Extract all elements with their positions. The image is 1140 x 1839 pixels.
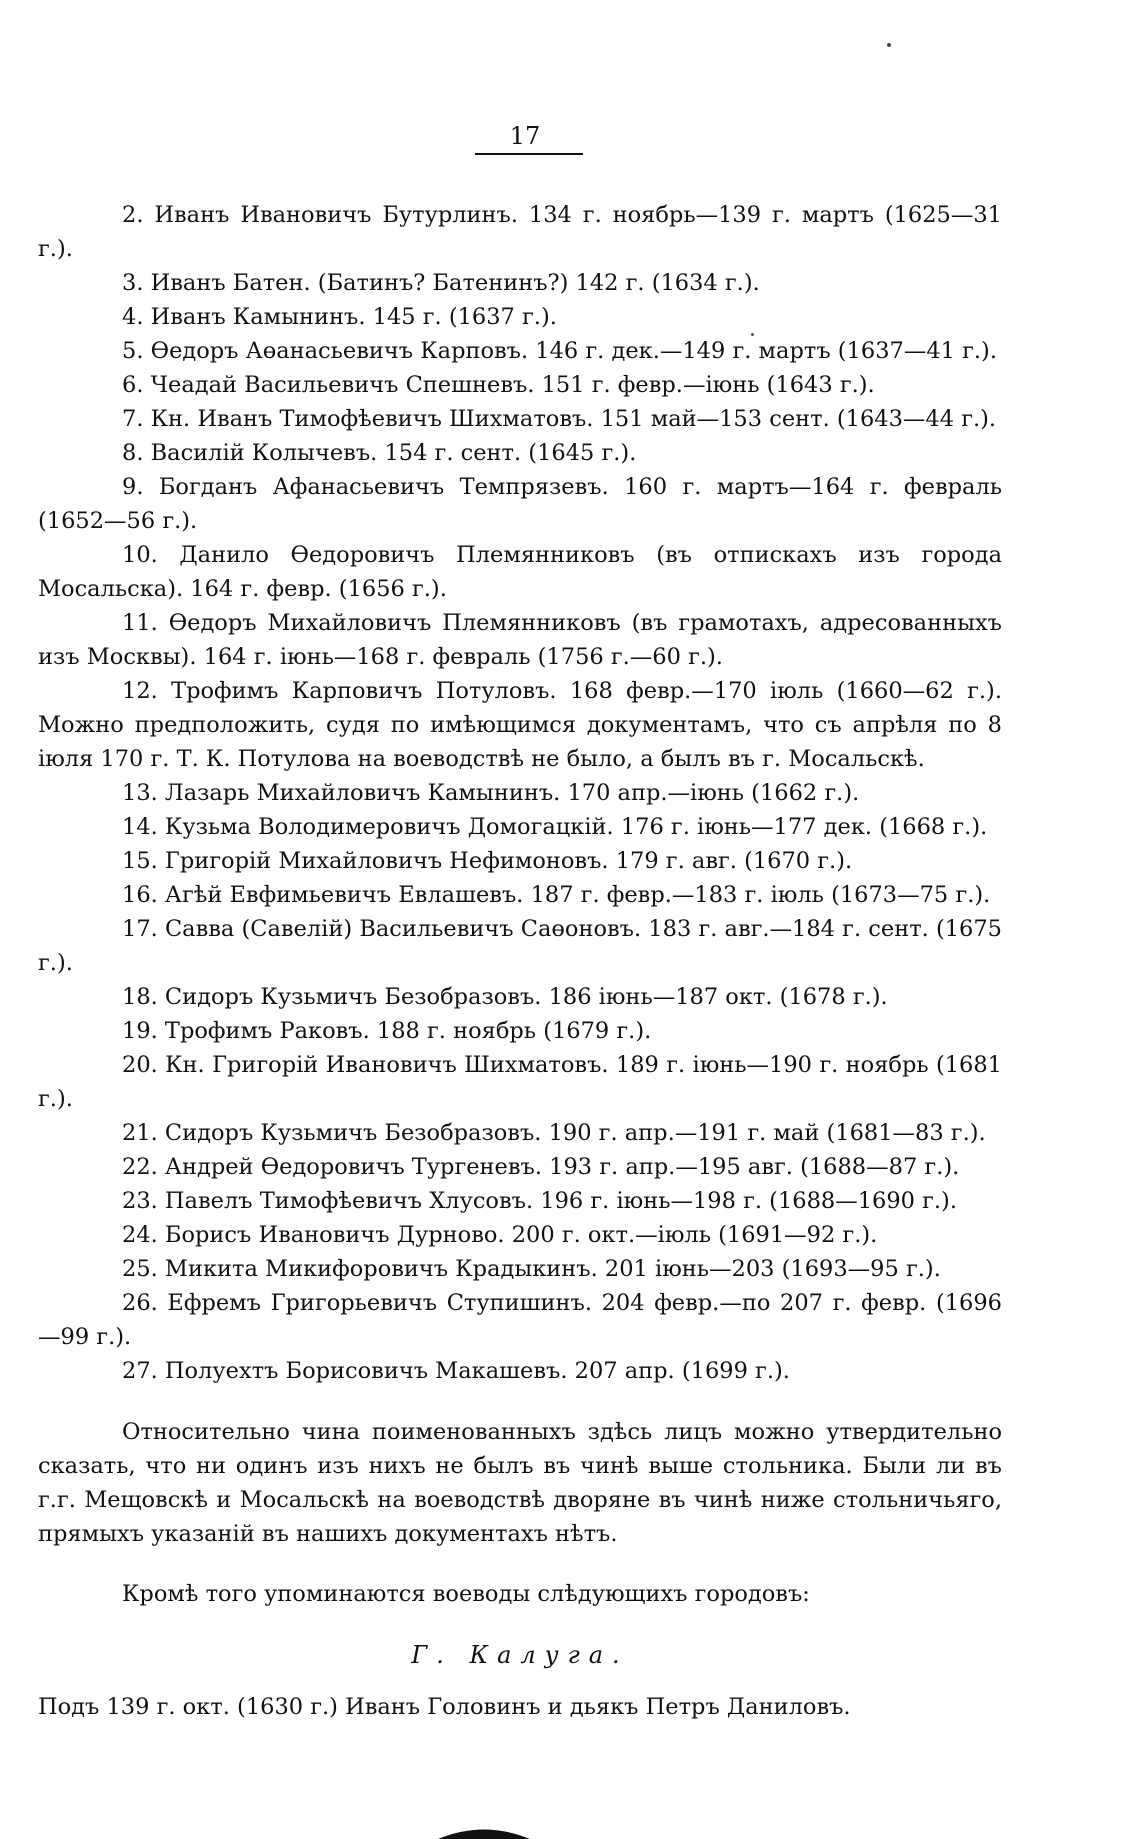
list-item: 25. Микита Микифоровичъ Крадыкинъ. 201 іюнь—203 (1693—95 г.). xyxy=(122,1256,941,1282)
ornament-icon xyxy=(438,1824,530,1839)
list-item: 21. Сидоръ Кузьмичъ Безобразовъ. 190 г. апр.—191 г. май (1681—83 г.). xyxy=(122,1120,986,1146)
voivode-list xyxy=(38,198,1002,1388)
commentary xyxy=(38,1415,1002,1611)
page-number: 17 xyxy=(509,122,541,150)
margin-speck xyxy=(887,43,891,47)
list-item: 20. Кн. Григорій Ивановичъ Шихматовъ. 189 г. іюнь—190 г. ноябрь (1681 г.). xyxy=(38,1052,1002,1112)
body-paragraph: Относительно чина поименованныхъ здѣсь лицъ можно утвердительно сказать, что ни одинъ изъ нихъ не былъ въ чинѣ выше стольника. Были ли въ г.г. Мещовскѣ и Мосальскѣ на воеводствѣ дворяне въ чинѣ ниже стольничьяго, прямыхъ указаній въ нашихъ документахъ нѣтъ. xyxy=(38,1419,1002,1547)
list-item: 22. Андрей Өедоровичъ Тургеневъ. 193 г. апр.—195 авг. (1688—87 г.). xyxy=(122,1154,960,1180)
list-item: 10. Данило Өедоровичъ Племянниковъ (въ отпискахъ изъ города Мосальска). 164 г. февр. (1656 г.). xyxy=(38,542,1002,602)
list-item: 16. Агѣй Евфимьевичъ Евлашевъ. 187 г. февр.—183 г. іюль (1673—75 г.). xyxy=(122,882,991,908)
list-item: 2. Иванъ Ивановичъ Бутурлинъ. 134 г. ноябрь—139 г. мартъ (1625—31 г.). xyxy=(38,202,1002,262)
list-item: 3. Иванъ Батен. (Батинъ? Батенинъ?) 142 г. (1634 г.). xyxy=(122,270,760,296)
list-item: 26. Ефремъ Григорьевичъ Ступишинъ. 204 февр.—по 207 г. февр. (1696—99 г.). xyxy=(38,1290,1002,1350)
list-item: 19. Трофимъ Раковъ. 188 г. ноябрь (1679 г.). xyxy=(122,1018,652,1044)
list-item: 12. Трофимъ Карповичъ Потуловъ. 168 февр.—170 іюль (1660—62 г.). Можно предположить, судя по имѣющимся документамъ, что съ апрѣля по 8 іюля 170 г. Т. К. Потулова на воеводствѣ не было, а былъ въ г. Мосальскѣ. xyxy=(38,678,1002,772)
list-item: 9. Богданъ Афанасьевичъ Темпрязевъ. 160 г. мартъ—164 г. февраль (1652—56 г.). xyxy=(38,474,1002,534)
list-item: 14. Кузьма Володимеровичъ Домогацкій. 176 г. іюнь—177 дек. (1668 г.). xyxy=(122,814,988,840)
list-item: 8. Василій Колычевъ. 154 г. сент. (1645 г.). xyxy=(122,440,637,466)
list-item: 27. Полуехтъ Борисовичъ Макашевъ. 207 апр. (1699 г.). xyxy=(122,1358,790,1384)
list-item: 6. Чеадай Васильевичъ Спешневъ. 151 г. февр.—іюнь (1643 г.). xyxy=(122,372,875,398)
list-item: 15. Григорій Михайловичъ Нефимоновъ. 179 г. авг. (1670 г.). xyxy=(122,848,853,874)
list-item: 23. Павелъ Тимофѣевичъ Хлусовъ. 196 г. іюнь—198 г. (1688—1690 г.). xyxy=(122,1188,957,1214)
list-item: 18. Сидоръ Кузьмичъ Безобразовъ. 186 іюнь—187 окт. (1678 г.). xyxy=(122,984,888,1010)
list-item: 4. Иванъ Камынинъ. 145 г. (1637 г.). xyxy=(122,304,557,330)
page-number-rule xyxy=(475,153,583,155)
list-item: 17. Савва (Савелій) Васильевичъ Саөоновъ. 183 г. авг.—184 г. сент. (1675 г.). xyxy=(38,916,1002,976)
list-item: 5. Өедоръ Аөанасьевичъ Карповъ. 146 г. дек.—149 г. мартъ (1637—41 г.). xyxy=(122,338,997,364)
section-first-line: Подъ 139 г. окт. (1630 г.) Иванъ Головинъ и дьякъ Петръ Даниловъ. xyxy=(38,1694,851,1720)
list-item: 7. Кн. Иванъ Тимофѣевичъ Шихматовъ. 151 май—153 сент. (1643—44 г.). xyxy=(122,406,997,432)
list-item: 11. Өедоръ Михайловичъ Племянниковъ (въ грамотахъ, адресованныхъ изъ Москвы). 164 г. іюнь—168 г. февраль (1756 г.—60 г.). xyxy=(38,610,1002,670)
section-heading: Г. Калуга. xyxy=(411,1641,629,1669)
body-paragraph: Кромѣ того упоминаются воеводы слѣдующихъ городовъ: xyxy=(122,1581,810,1607)
list-item: 24. Борисъ Ивановичъ Дурново. 200 г. окт.—іюль (1691—92 г.). xyxy=(122,1222,878,1248)
list-item: 13. Лазарь Михайловичъ Камынинъ. 170 апр.—іюнь (1662 г.). xyxy=(122,780,860,806)
